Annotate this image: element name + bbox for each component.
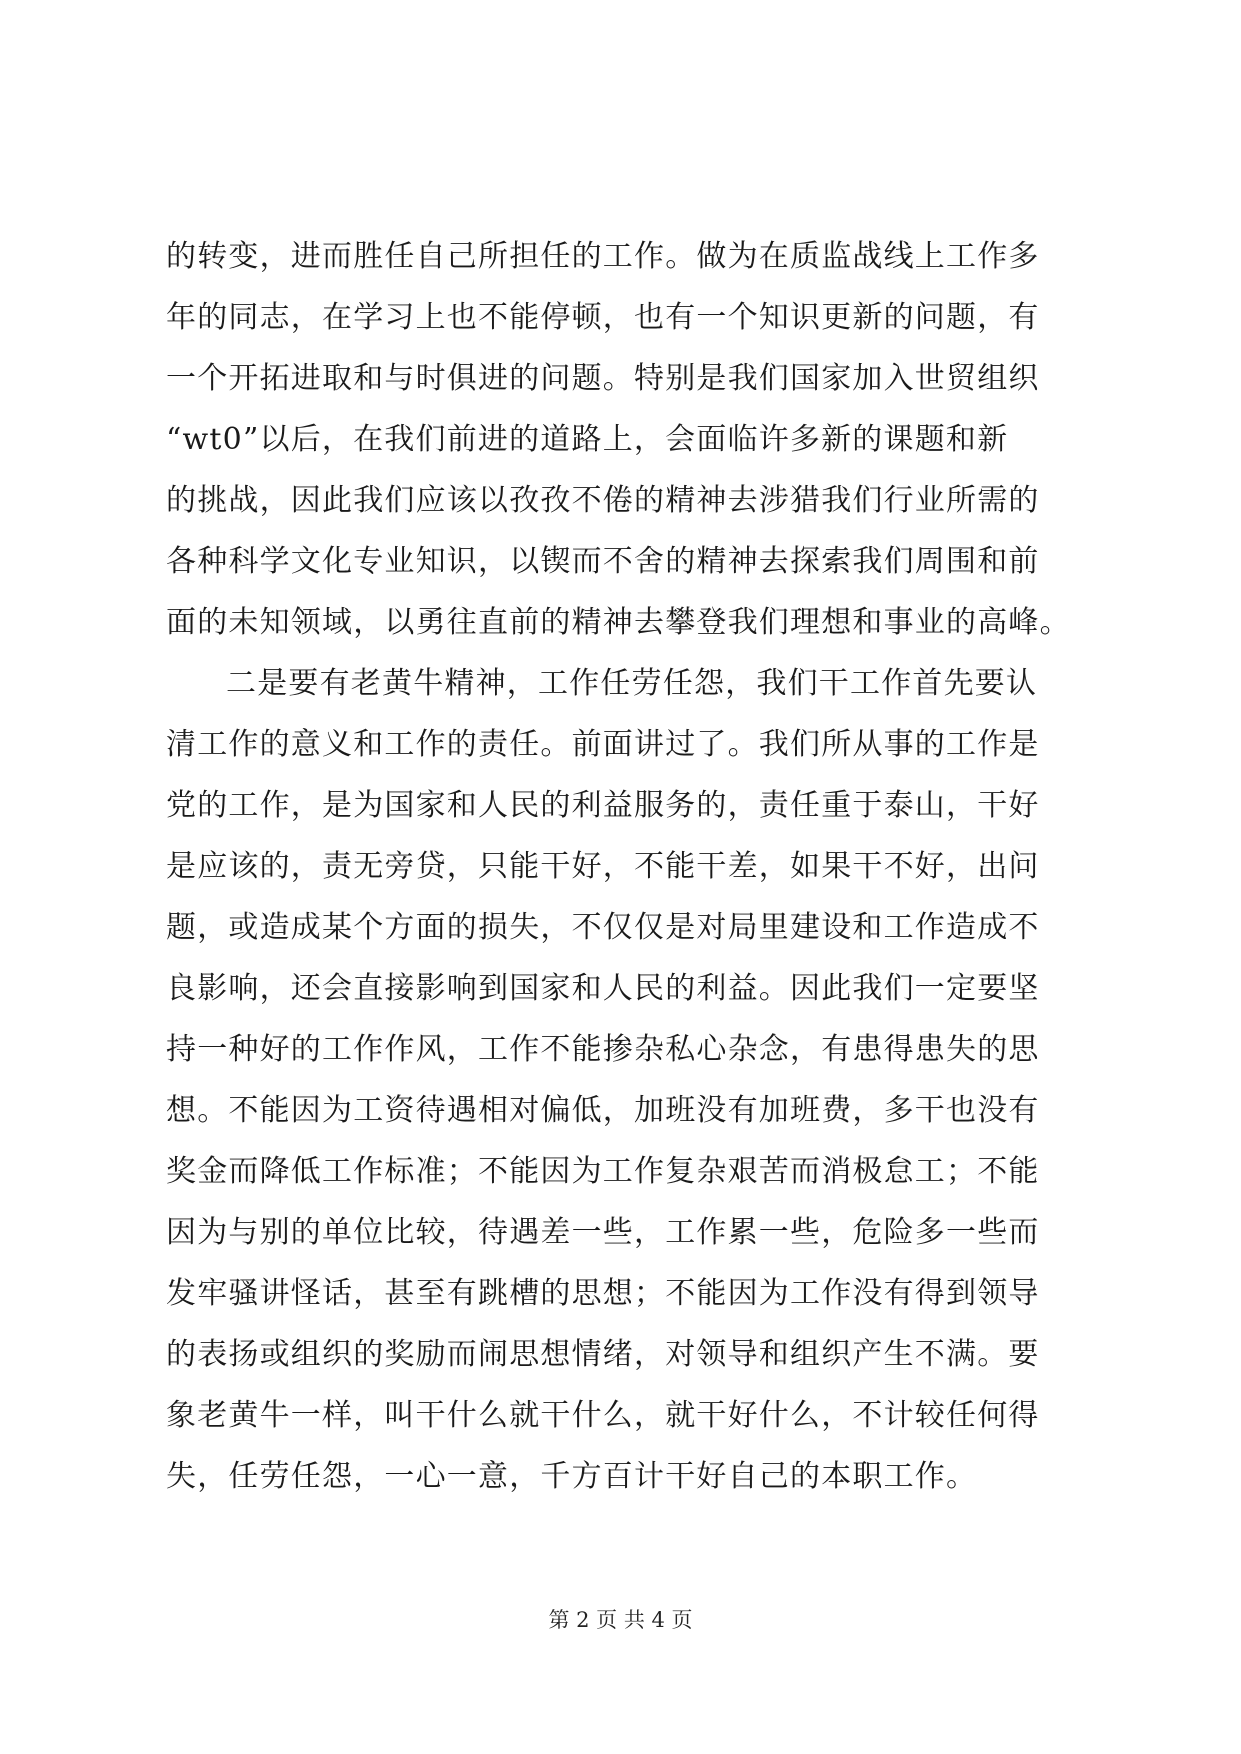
text-line: 题，或造成某个方面的损失，不仅仅是对局里建设和工作造成不 (166, 910, 1040, 945)
body-text (166, 226, 1086, 1507)
text-line: 良影响，还会直接影响到国家和人民的利益。因此我们一定要坚 (166, 971, 1040, 1006)
text-line: 的转变，进而胜任自己所担任的工作。做为在质监战线上工作多 (166, 239, 1040, 274)
text-line: 发牢骚讲怪话，甚至有跳槽的思想；不能因为工作没有得到领导 (166, 1276, 1040, 1311)
text-line: 清工作的意义和工作的责任。前面讲过了。我们所从事的工作是 (166, 727, 1040, 762)
text-line: 是应该的，责无旁贷，只能干好，不能干差，如果干不好，出问 (166, 849, 1040, 884)
paragraph-start-line: 二是要有老黄牛精神，工作任劳任怨，我们干工作首先要认 (226, 666, 1038, 701)
text-line: 的挑战，因此我们应该以孜孜不倦的精神去涉猎我们行业所需的 (166, 483, 1040, 518)
text-line: 奖金而降低工作标准；不能因为工作复杂艰苦而消极怠工；不能 (166, 1154, 1040, 1189)
text-line: 象老黄牛一样，叫干什么就干什么，就干好什么，不计较任何得 (166, 1398, 1040, 1433)
text-line: 的表扬或组织的奖励而闹思想情绪，对领导和组织产生不满。要 (166, 1337, 1040, 1372)
text-line: 失，任劳任怨，一心一意，千方百计干好自己的本职工作。 (166, 1459, 978, 1494)
text-line: 年的同志，在学习上也不能停顿，也有一个知识更新的问题，有 (166, 300, 1040, 335)
page-number-footer: 第 2 页 共 4 页 (548, 1608, 693, 1632)
text-line: “wt0”以后，在我们前进的道路上，会面临许多新的课题和新 (166, 422, 1009, 457)
text-line: 面的未知领域，以勇往直前的精神去攀登我们理想和事业的高峰。 (166, 605, 1071, 640)
text-line: 想。不能因为工资待遇相对偏低，加班没有加班费，多干也没有 (166, 1093, 1040, 1128)
text-line: 因为与别的单位比较，待遇差一些，工作累一些，危险多一些而 (166, 1215, 1040, 1250)
text-line: 持一种好的工作作风，工作不能掺杂私心杂念，有患得患失的思 (166, 1032, 1040, 1067)
text-line: 党的工作，是为国家和人民的利益服务的，责任重于泰山，干好 (166, 788, 1040, 823)
text-line: 各种科学文化专业知识，以锲而不舍的精神去探索我们周围和前 (166, 544, 1040, 579)
text-line: 一个开拓进取和与时俱进的问题。特别是我们国家加入世贸组织 (166, 361, 1040, 396)
